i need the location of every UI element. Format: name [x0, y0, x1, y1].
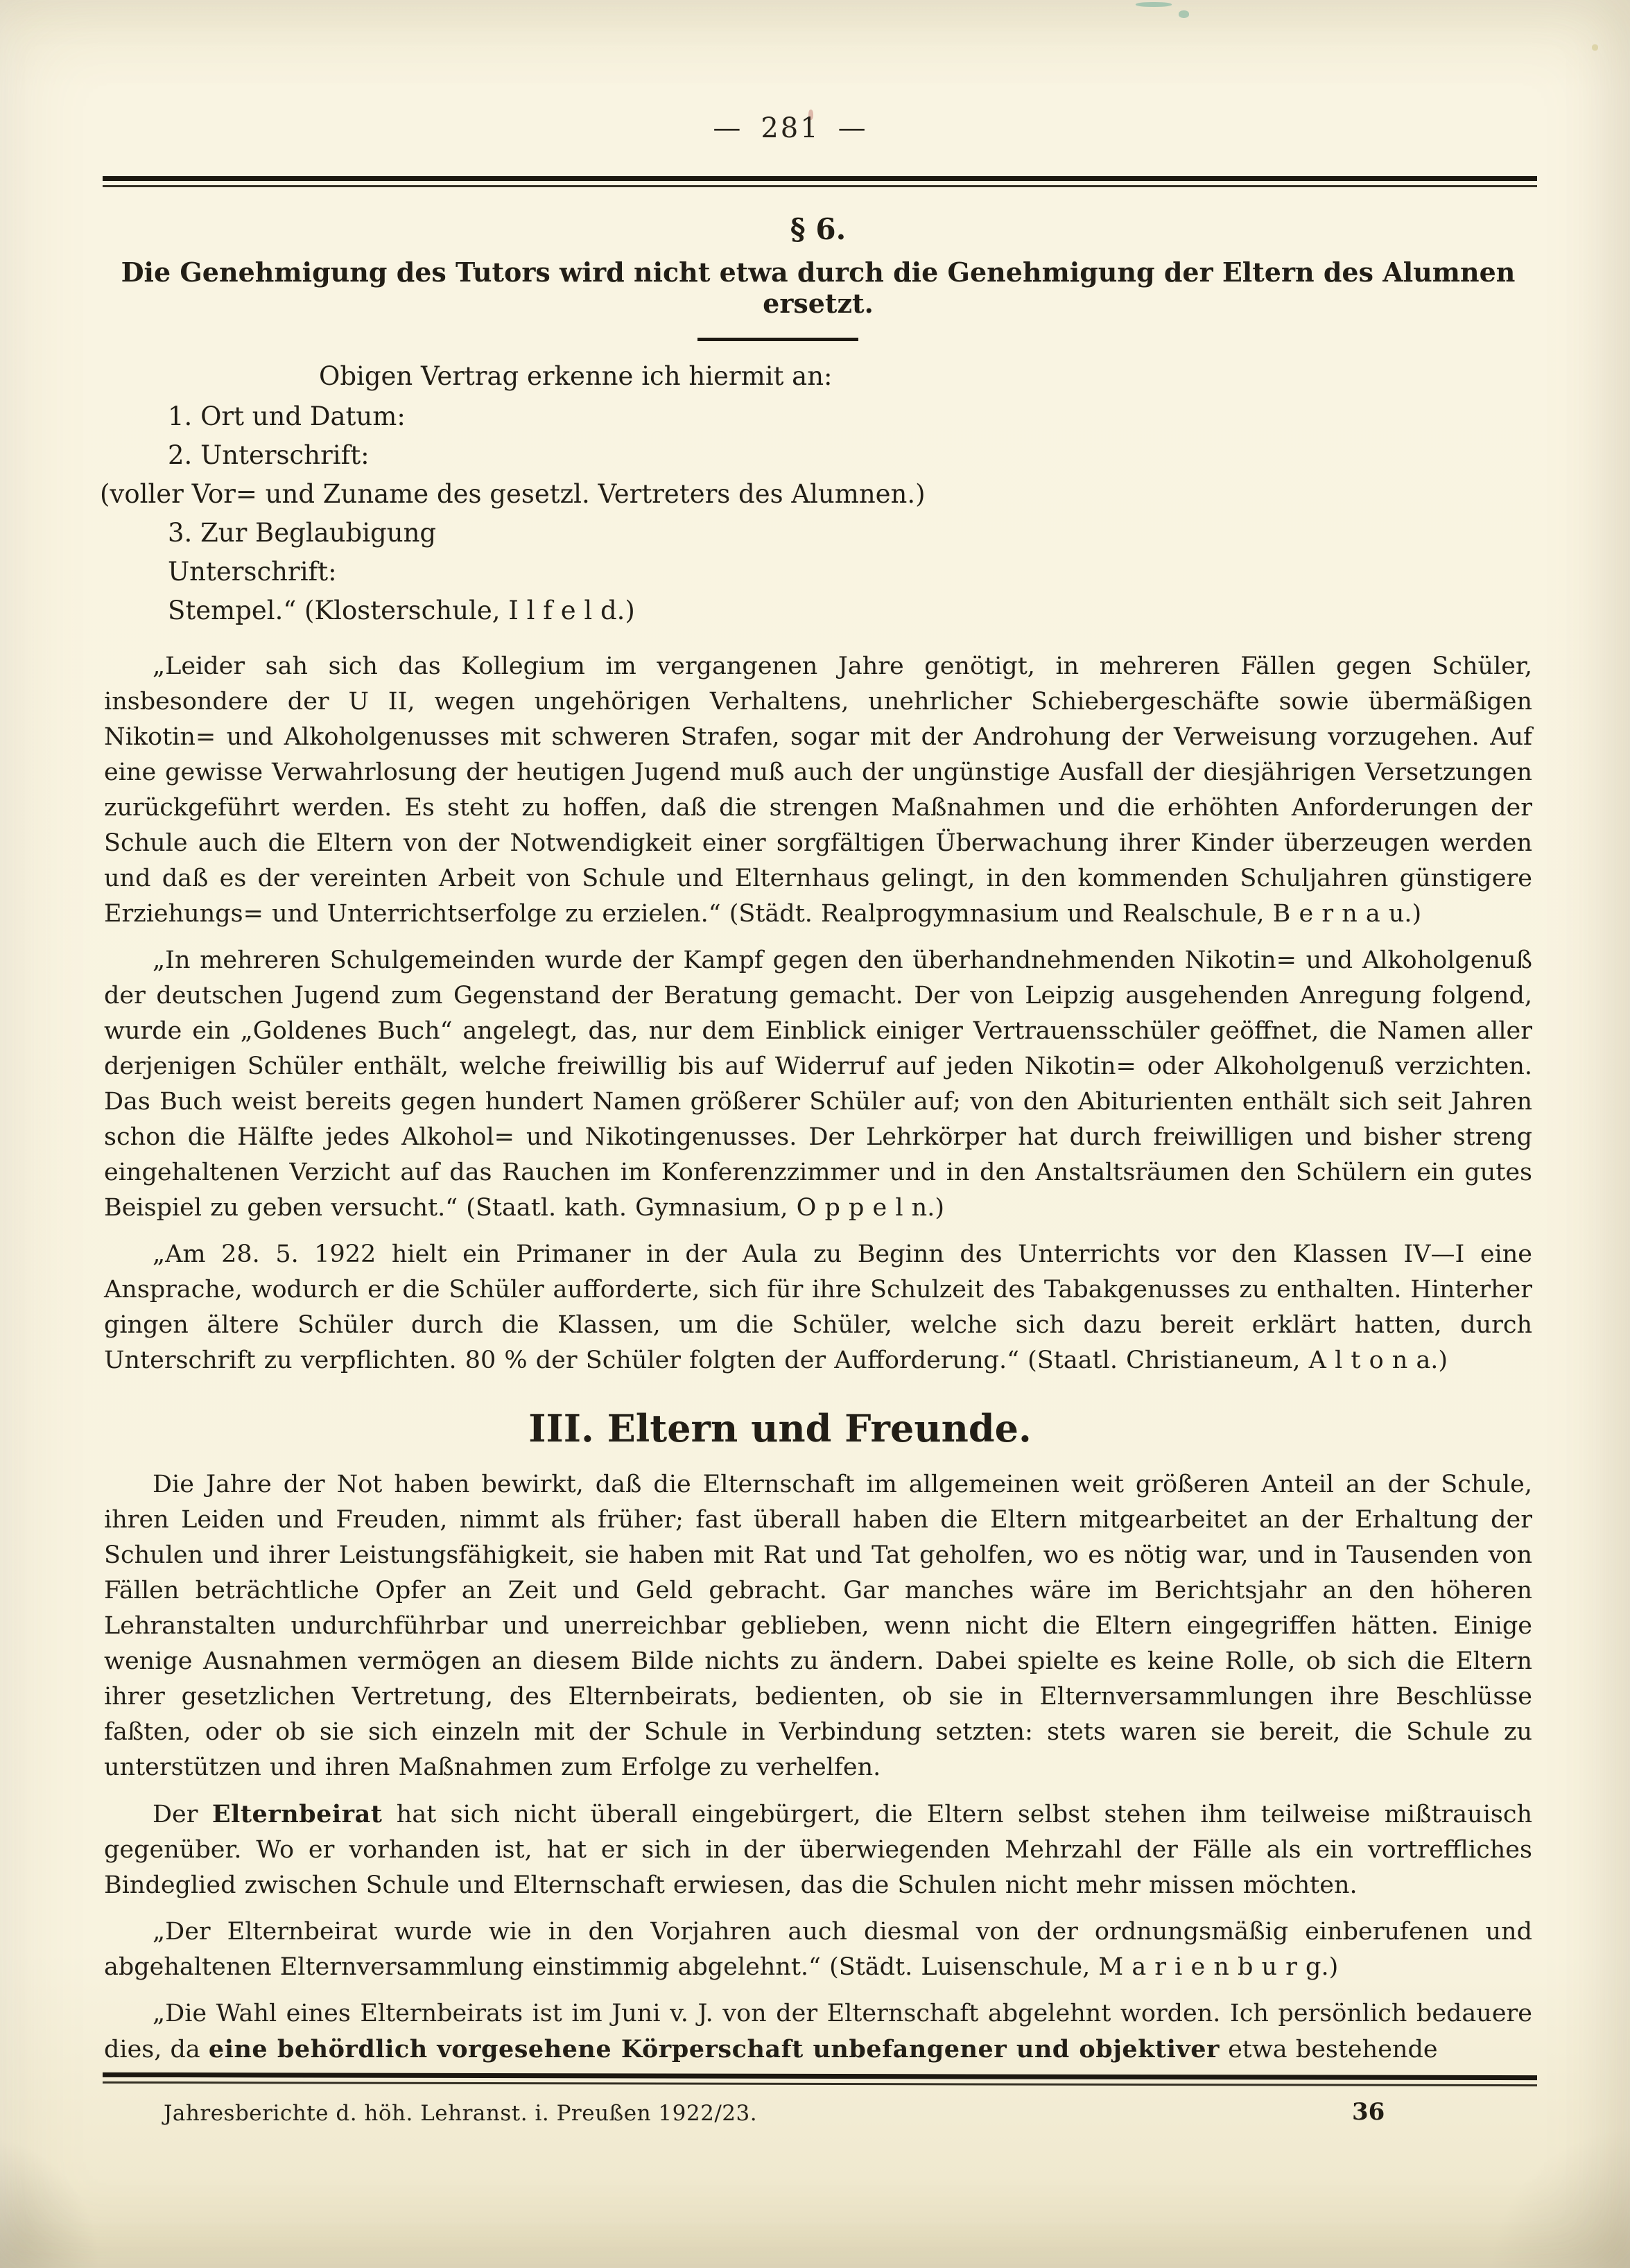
paragraph-6-heading: § 6.: [790, 212, 847, 246]
paragraph-elternbeirat-bold: Elternbeirat: [211, 1800, 383, 1828]
quote-paragraph-elternbeirat-wahl: [104, 1996, 1532, 2068]
page-number-value: 281: [761, 112, 820, 144]
quote-wahl-pre: „Die Wahl eines Elternbeirats ist im Juni v. J. von der Elternschaft abgelehnt worden. Ich persönlich bedauere dies, da: [104, 2000, 1532, 2063]
contract-item-unterschrift-2: Unterschrift:: [168, 557, 337, 587]
paragraph-eltern-intro: Die Jahre der Not haben bewirkt, daß die Elternschaft im allgemeinen weit größeren Anteil an der Schule, ihren Leiden und Freuden, nimmt als früher; fast überall haben die Eltern mitgearbeitet an der Erhaltung der Schulen und ihrer Leistungsfähigkeit, sie haben mit Rat und Tat geholfen, wo es nötig war, und in Tausenden von Fällen beträchtliche Opfer an Zeit und Geld gebracht. Gar manches wäre im Berichtsjahr an den höheren Lehranstalten undurchführbar und unerreichbar geblieben, wenn nicht die Eltern eingegriffen hätten. Einige wenige Ausnahmen vermögen an diesem Bilde nichts zu ändern. Dabei spielte es keine Rolle, ob sich die Eltern ihrer gesetzlichen Vertretung, des Elternbeirats, bedienten, ob sie in Elternversammlungen ihre Beschlüsse faßten, oder ob sie sich einzeln mit der Schule in Verbindung setzten: stets waren sie bereit, die Schule zu unterstützen und ihren Maßnahmen zum Erfolge zu verhelfen.: [104, 1471, 1532, 1781]
top-double-rule: [103, 176, 1537, 187]
footer-series-title: Jahresberichte d. höh. Lehranst. i. Preußen 1922/23.: [164, 2101, 758, 2126]
page-content: [100, 204, 1532, 2068]
rule-thin-line: [103, 2081, 1537, 2086]
quote-wahl-bold: eine behördlich vorgesehene Körperschaft unbefangener und objektiver: [208, 2035, 1220, 2063]
chapter-heading-eltern-und-freunde: III. Eltern und Freunde.: [528, 1406, 1032, 1451]
rule-thick-line: [103, 2072, 1537, 2080]
quote-paragraph-marienburg: „Der Elternbeirat wurde wie in den Vorjahren auch diesmal von der ordnungsmäßig einberufenen und abgehaltenen Elternversammlung einstimmig abgelehnt.“ (Städt. Luisenschule, M a r i e n b u r g.): [104, 1918, 1532, 1981]
rule-thick-line: [103, 176, 1537, 181]
quote-paragraph-altona: „Am 28. 5. 1922 hielt ein Primaner in der Aula zu Beginn des Unterrichts vor den Klassen IV—I eine Ansprache, wodurch er die Schüler aufforderte, sich für ihre Schulzeit des Tabakgenusses zu enthalten. Hinterher gingen ältere Schüler durch die Klassen, um die Schüler, welche sich dazu bereit erklärt hatten, durch Unterschrift zu verpflichten. 80 % der Schüler folgten der Aufforderung.“ (Staatl. Christianeum, A l t o n a.): [104, 1240, 1532, 1374]
bottom-double-rule: [103, 2072, 1537, 2086]
contract-item-ort-datum: 1. Ort und Datum:: [168, 401, 406, 431]
contract-item-unterschrift-1: 2. Unterschrift:: [168, 440, 370, 470]
footer-sheet-number: 36: [1352, 2098, 1385, 2126]
scan-artifact: [1592, 44, 1598, 51]
page-number-dash: —: [838, 112, 868, 144]
paragraph-elternbeirat-pre: Der: [153, 1801, 212, 1828]
contract-item-vertreter-note: (voller Vor= und Zuname des gesetzl. Vertreters des Alumnen.): [100, 479, 926, 509]
paragraph-elternbeirat: [104, 1797, 1532, 1903]
scan-artifact: [1136, 2, 1172, 7]
contract-acknowledgement-intro: Obigen Vertrag erkenne ich hiermit an:: [319, 361, 833, 391]
section-divider-rule: [697, 338, 858, 341]
paragraph-elternbeirat-post: hat sich nicht überall eingebürgert, die Eltern selbst stehen ihm teilweise mißtrauisch gegenüber. Wo er vorhanden ist, hat er sich in der überwiegenden Mehrzahl der Fälle als ein vortreffliches Bindeglied zwischen Schule und Elternschaft erwiesen, das die Schulen nicht mehr missen möchten.: [104, 1801, 1532, 1899]
quote-paragraph-oppeln: „In mehreren Schulgemeinden wurde der Kampf gegen den überhandnehmenden Nikotin= und Alkoholgenuß der deutschen Jugend zum Gegenstand der Beratung gemacht. Der von Leipzig ausgehenden Anregung folgend, wurde ein „Goldenes Buch“ angelegt, das, nur dem Einblick einiger Vertrauensschüler geöffnet, die Namen aller derjenigen Schüler enthält, welche freiwillig bis auf Widerruf auf jeden Nikotin= oder Alkoholgenuß verzichten. Das Buch weist bereits gegen hundert Namen größerer Schüler auf; von den Abiturienten enthält sich seit Jahren schon die Hälfte jedes Alkohol= und Nikotingenusses. Der Lehrkörper hat durch freiwilligen und bisher streng eingehaltenen Verzicht auf das Rauchen im Konferenzzimmer und in den Anstaltsräumen den Schülern ein gutes Beispiel zu geben versucht.“ (Staatl. kath. Gymnasium, O p p e l n.): [104, 946, 1532, 1222]
paragraph-6-text: Die Genehmigung des Tutors wird nicht etwa durch die Genehmigung der Eltern des Alumnen ersetzt.: [121, 257, 1516, 319]
contract-item-beglaubigung: 3. Zur Beglaubigung: [168, 518, 437, 548]
page-number: [0, 112, 1581, 144]
rule-thin-line: [103, 185, 1537, 187]
quote-wahl-post: etwa bestehende: [1219, 2036, 1438, 2063]
quote-paragraph-bernau: „Leider sah sich das Kollegium im vergangenen Jahre genötigt, in mehreren Fällen gegen Schüler, insbesondere der U II, wegen ungehörigen Verhaltens, unehrlicher Schiebergeschäfte sowie übermäßigen Nikotin= und Alkoholgenusses mit schweren Strafen, sogar mit der Androhung der Verweisung vorzugehen. Auf eine gewisse Verwahrlosung der heutigen Jugend muß auch der ungünstige Ausfall der diesjährigen Versetzungen zurückgeführt werden. Es steht zu hoffen, daß die strengen Maßnahmen und die erhöhten Anforderungen der Schule auch die Eltern von der Notwendigkeit einer sorgfältigen Überwachung ihrer Kinder überzeugen werden und daß es der vereinten Arbeit von Schule und Elternhaus gelingt, in den kommenden Schuljahren günstigere Erziehungs= und Unterrichtserfolge zu erzielen.“ (Städt. Realprogymnasium und Realschule, B e r n a u.): [104, 652, 1532, 928]
contract-item-stempel-ilfeld: Stempel.“ (Klosterschule, I l f e l d.): [168, 596, 635, 625]
scan-artifact: [1179, 10, 1189, 18]
page-number-dash: —: [713, 112, 743, 144]
